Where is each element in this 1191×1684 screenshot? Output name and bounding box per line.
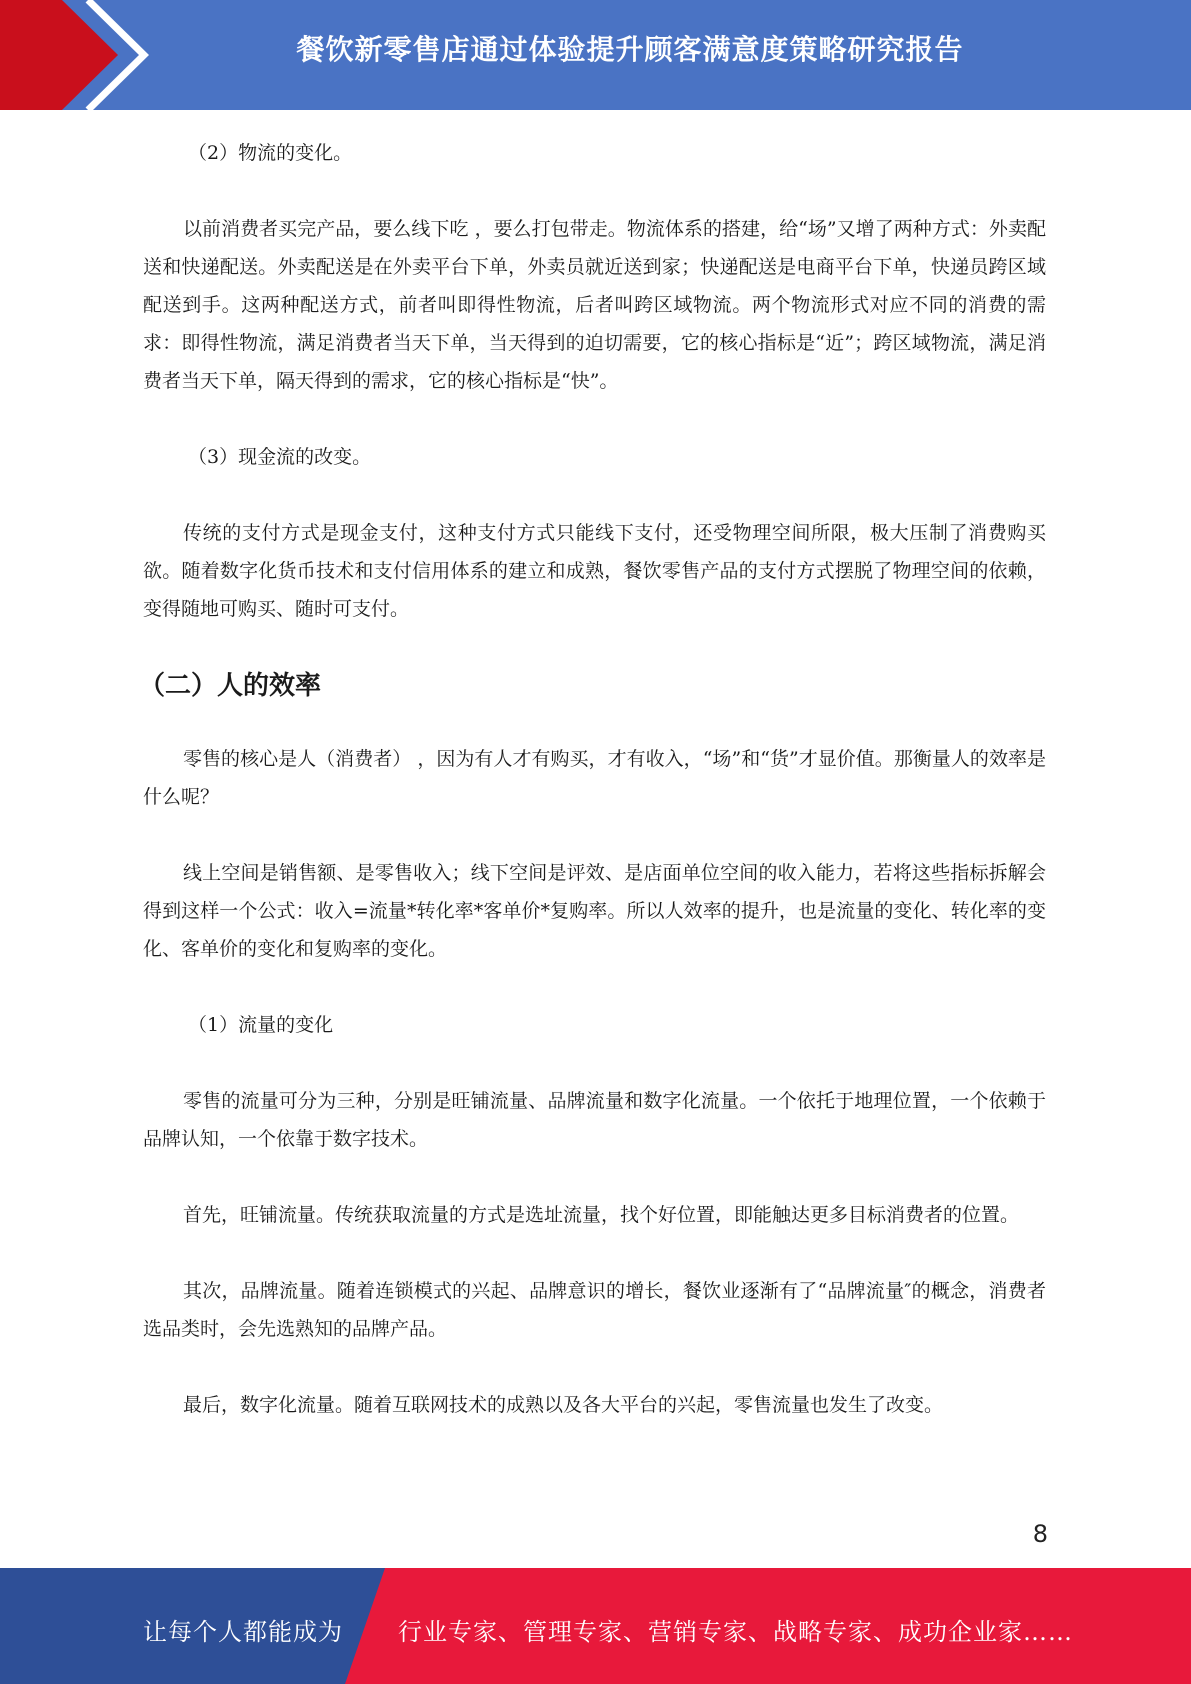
header-title: 餐饮新零售店通过体验提升顾客满意度策略研究报告 — [296, 33, 964, 66]
subheading-cashflow: （3）现金流的改变。 — [188, 446, 372, 468]
paragraph-second: 其次，品牌流量。随着连锁模式的兴起、品牌意识的增长，餐饮业逐渐有了“品牌流量″的概念，消费者选品类时，会先选熟知的品牌产品。 — [143, 1280, 1046, 1340]
paragraph-cashflow: 传统的支付方式是现金支付，这种支付方式只能线下支付，还受物理空间所限，极大压制了消费购买欲。随着数字化货币技术和支付信用体系的建立和成熟，餐饮零售产品的支付方式摆脱了物理空间的依赖，变得随地可购买、随时可支付。 — [143, 522, 1046, 620]
subheading-traffic: （1）流量的变化 — [188, 1014, 334, 1036]
paragraph-traffic-types: 零售的流量可分为三种，分别是旺铺流量、品牌流量和数字化流量。一个依托于地理位置，一个依赖于品牌认知，一个依靠于数字技术。 — [143, 1090, 1046, 1150]
footer-slogan-right: 行业专家、管理专家、营销专家、战略专家、成功企业家…… — [398, 1618, 1073, 1646]
paragraph-logistics: 以前消费者买完产品，要么线下吃 ，要么打包带走。物流体系的搭建，给“场”又增了两种方式：外卖配送和快递配送。外卖配送是在外卖平台下单，外卖员就近送到家；快递配送是电商平台下单，快递员跨区域配送到手。这两种配送方式，前者叫即得性物流，后者叫跨区域物流。两个物流形式对应不同的消费的需求：即得性物流，满足消费者当天下单，当天得到的迫切需要，它的核心指标是“近”；跨区域物流，满足消费者当天下单，隔天得到的需求，它的核心指标是“快”。 — [143, 218, 1046, 392]
chevron-right-icon — [0, 0, 150, 110]
paragraph-last: 最后，数字化流量。随着互联网技术的成熟以及各大平台的兴起，零售流量也发生了改变。 — [183, 1394, 944, 1416]
subheading-logistics: （2）物流的变化。 — [188, 142, 353, 164]
paragraph-formula: 线上空间是销售额、是零售收入；线下空间是评效、是店面单位空间的收入能力，若将这些指标拆解会得到这样一个公式：收入=流量*转化率*客单价*复购率。所以人效率的提升，也是流量的变化、转化率的变化、客单价的变化和复购率的变化。 — [143, 862, 1046, 960]
section-title: （二）人的效率 — [139, 671, 322, 701]
paragraph-first: 首先，旺铺流量。传统获取流量的方式是选址流量，找个好位置，即能触达更多目标消费者的位置。 — [183, 1204, 1020, 1226]
page-number: 8 — [1032, 1520, 1048, 1548]
footer-slogan-left: 让每个人都能成为 — [143, 1618, 343, 1646]
page-content — [139, 134, 1046, 1462]
paragraph-people-core: 零售的核心是人（消费者） ，因为有人才有购买，才有收入，“场”和“货”才显价值。那衡量人的效率是什么呢？ — [143, 748, 1046, 808]
page-header — [0, 0, 1191, 110]
page-footer — [0, 1568, 1191, 1684]
